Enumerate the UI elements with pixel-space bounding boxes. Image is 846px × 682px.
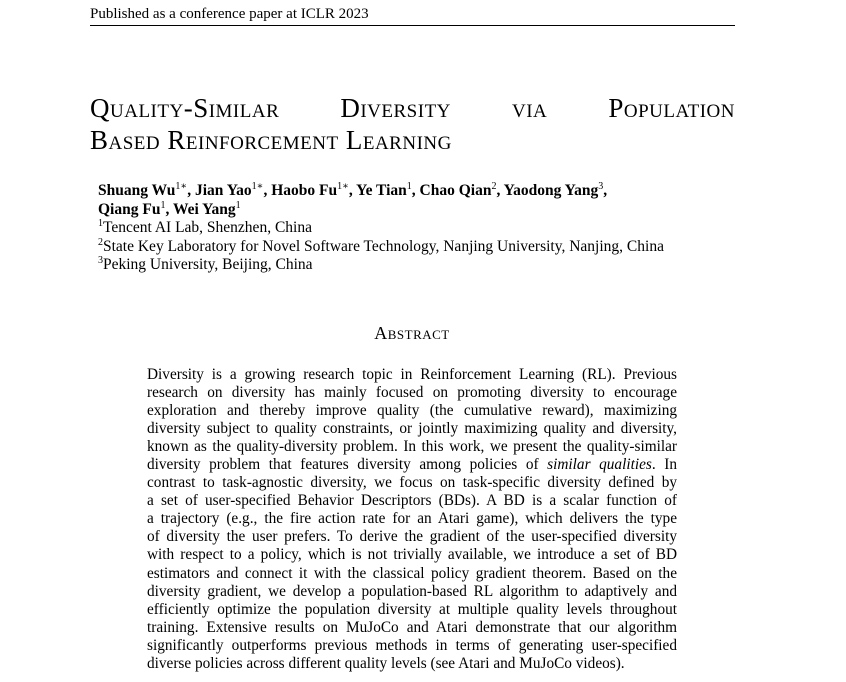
affiliation-marker: 3 xyxy=(98,254,103,266)
author-affiliation-marker: 1 xyxy=(160,199,166,211)
title-word: Population xyxy=(608,93,735,123)
paper-title xyxy=(90,92,735,156)
affiliation-marker: 1 xyxy=(98,217,103,229)
author-block xyxy=(98,182,738,275)
author-affiliation-marker: 1 xyxy=(406,180,412,192)
abstract-line: estimators and connect it with the classical policy gradient theorem. Based on the xyxy=(147,564,677,582)
author-name: Chao Qian xyxy=(419,182,492,199)
author-name: Shuang Wu xyxy=(98,182,176,199)
abstract-line: of diversity the user prefers. To derive the gradient of the user-specified diversity xyxy=(147,528,677,546)
abstract-line: with respect to a policy, which is not trivially available, we introduce a set of BD xyxy=(147,546,677,564)
running-header-text: Published as a conference paper at ICLR 2023 xyxy=(90,6,369,22)
title-line-2: Based Reinforcement Learning xyxy=(90,125,452,155)
author-affiliation-marker: 1∗ xyxy=(251,180,264,192)
affiliation-text: Tencent AI Lab, Shenzhen, China xyxy=(103,219,312,236)
abstract-line: efficiently optimize the population diversity at multiple quality levels throughout xyxy=(147,600,677,618)
affiliation-3 xyxy=(98,256,738,275)
title-word: Diversity xyxy=(340,93,451,123)
abstract-line: Diversity is a growing research topic in Reinforcement Learning (RL). Previous xyxy=(147,366,677,383)
author-name: Yaodong Yang xyxy=(503,182,599,199)
abstract-line: exploration and thereby improve quality (the cumulative reward), maximizing xyxy=(147,402,677,420)
emphasized-phrase: similar qualities xyxy=(547,456,652,474)
abstract-heading: Abstract xyxy=(374,323,450,343)
abstract-line: a trajectory (e.g., the fire action rate for an Atari game), which delivers the type xyxy=(147,510,677,528)
affiliation-text: State Key Laboratory for Novel Software Technology, Nanjing University, Nanjing, China xyxy=(103,237,664,255)
author-affiliation-marker: 1∗ xyxy=(175,180,188,192)
author-affiliation-marker: 3 xyxy=(598,180,604,192)
author-name: Jian Yao xyxy=(194,182,252,199)
author-name: Ye Tian xyxy=(356,182,407,199)
author-name: Wei Yang xyxy=(172,200,236,218)
affiliation-2 xyxy=(98,238,738,257)
abstract-line: diversity gradient, we develop a population-based RL algorithm to adaptively and xyxy=(147,582,677,600)
affiliation-text: Peking University, Beijing, China xyxy=(103,256,313,273)
author-line-1: Shuang $Wu^{1∗}$, Jian Yao$^{1∗}$, Haobo $Fu^{1∗}$, Ye Tian$^1$, Chao Qian$^2$, Yaodong Yang$^3$, xyxy=(98,180,608,199)
author-line-2: Qiang Fu$^1$, Wei Yang$^1$ xyxy=(98,199,241,218)
affiliation-marker: 2 xyxy=(98,236,103,248)
abstract-line: diversity subject to quality constraints, or jointly maximizing quality and diversity, xyxy=(147,420,677,438)
running-header xyxy=(90,4,735,26)
author-name: Qiang Fu xyxy=(98,200,161,218)
author-affiliation-marker: 1 xyxy=(235,199,241,211)
author-names xyxy=(98,182,738,219)
abstract-line: diversity problem that features diversity among policies of similar qualities. In xyxy=(147,456,677,474)
author-affiliation-marker: 1∗ xyxy=(337,180,349,192)
abstract-line: diverse policies across different quality levels (see Atari and MuJoCo videos). xyxy=(147,654,625,672)
abstract-line: a set of user-specified Behavior Descriptors (BDs). A BD is a scalar function of xyxy=(147,492,677,510)
title-word: via xyxy=(512,93,548,123)
title-word: Quality-Similar xyxy=(90,93,280,123)
abstract-line: significantly outperforms previous methods in terms of generating user-specified xyxy=(147,636,677,654)
affiliation-1 xyxy=(98,219,738,238)
title-line-1 xyxy=(90,92,735,124)
abstract-line: known as the quality-diversity problem. In this work, we present the quality-similar xyxy=(147,438,677,456)
abstract-line: training. Extensive results on MuJoCo and Atari demonstrate that our algorithm xyxy=(147,618,677,636)
author-affiliation-marker: 2 xyxy=(491,180,497,192)
abstract-line: research on diversity has mainly focused on promoting diversity to encourage xyxy=(147,384,677,402)
author-name: Haobo Fu xyxy=(271,182,338,199)
abstract-body xyxy=(147,366,677,673)
abstract-line: contrast to task-agnostic diversity, we focus on task-specific diversity defined by xyxy=(147,474,677,492)
